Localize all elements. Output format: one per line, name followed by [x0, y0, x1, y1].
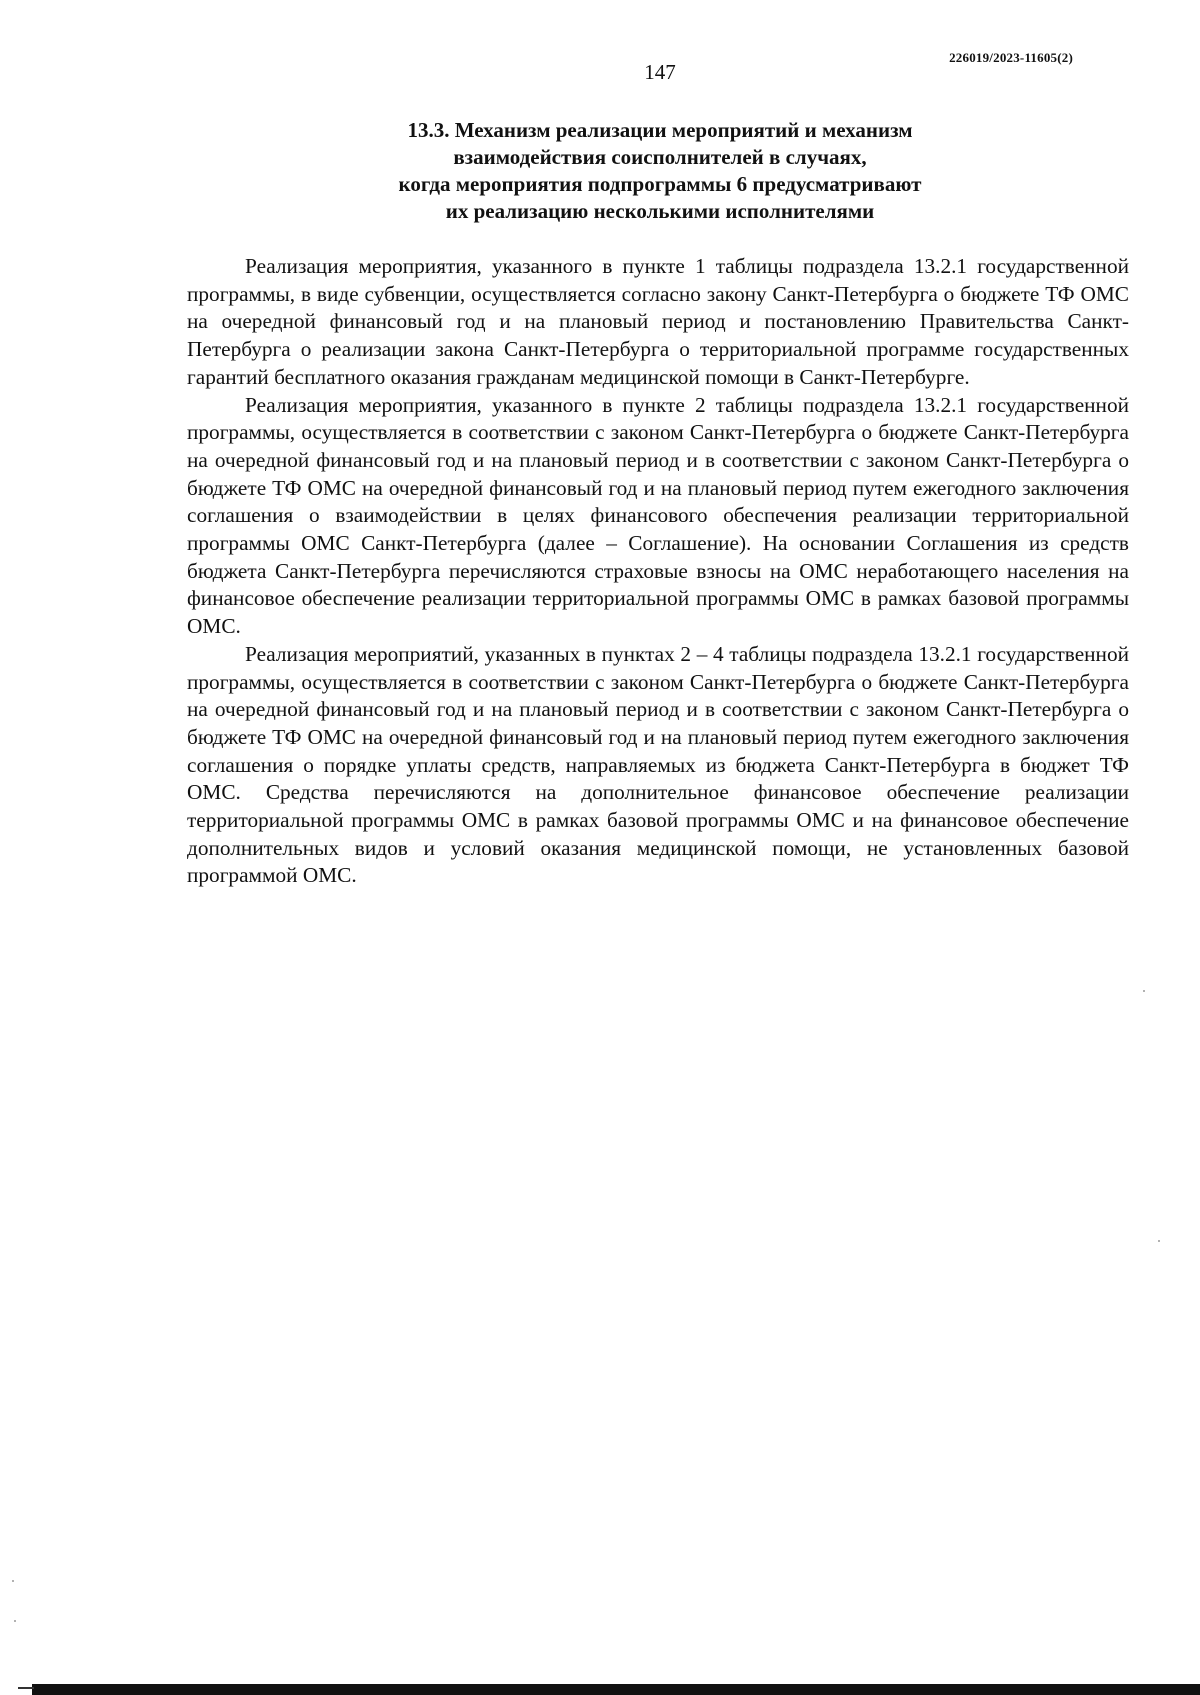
scan-speck [12, 1580, 14, 1582]
scan-speck [1158, 1240, 1160, 1242]
section-heading-line: когда мероприятия подпрограммы 6 предусматривают [398, 172, 922, 196]
section-heading-line: взаимодействия соисполнителей в случаях, [453, 145, 867, 169]
scan-edge-bar [32, 1684, 1200, 1695]
body-text [187, 253, 1129, 890]
section-heading-line: 13.3. Механизм реализации мероприятий и механизм [407, 118, 913, 142]
scan-speck [14, 1620, 16, 1622]
section-heading [330, 117, 990, 225]
paragraph-2: Реализация мероприятия, указанного в пункте 2 таблицы подраздела 13.2.1 государственной программы, осуществляется в соответствии с законом Санкт-Петербурга о бюджете Санкт-Петербурга на очередной финансовый год и на плановый период и в соответствии с законом Санкт-Петербурга о бюджете ТФ ОМС на очередной финансовый год и на плановый период путем ежегодного заключения соглашения о взаимодействии в целях финансового обеспечения реализации территориальной программы ОМС Санкт-Петербурга (далее – Соглашение). На основании Соглашения из средств бюджета Санкт-Петербурга перечисляются страховые взносы на ОМС неработающего населения на финансовое обеспечение реализации территориальной программы ОМС в рамках базовой программы ОМС. [187, 392, 1129, 639]
document-registration-number: 226019/2023-11605(2) [949, 50, 1073, 65]
paragraph-1: Реализация мероприятия, указанного в пункте 1 таблицы подраздела 13.2.1 государственной программы, в виде субвенции, осуществляется согласно закону Санкт-Петербурга о бюджете ТФ ОМС на очередной финансовый год и на плановый период и постановлению Правительства Санкт-Петербурга о реализации закона Санкт-Петербурга о территориальной программе государственных гарантий бесплатного оказания гражданам медицинской помощи в Санкт-Петербурге. [187, 254, 1129, 389]
scan-speck [1143, 990, 1145, 992]
paragraph-3: Реализация мероприятий, указанных в пунктах 2 – 4 таблицы подраздела 13.2.1 государственной программы, осуществляется в соответствии с законом Санкт-Петербурга о бюджете Санкт-Петербурга на очередной финансовый год и на плановый период и в соответствии с законом Санкт-Петербурга о бюджете ТФ ОМС на очередной финансовый год и на плановый период путем ежегодного заключения соглашения о порядке уплаты средств, направляемых из бюджета Санкт-Петербурга в бюджет ТФ ОМС. Средства перечисляются на дополнительное финансовое обеспечение реализации территориальной программы ОМС в рамках базовой программы ОМС и на финансовое обеспечение дополнительных видов и условий оказания медицинской помощи, не установленных базовой программой ОМС. [187, 641, 1129, 888]
page-number: 147 [644, 60, 676, 84]
section-heading-line: их реализацию несколькими исполнителями [445, 199, 875, 223]
